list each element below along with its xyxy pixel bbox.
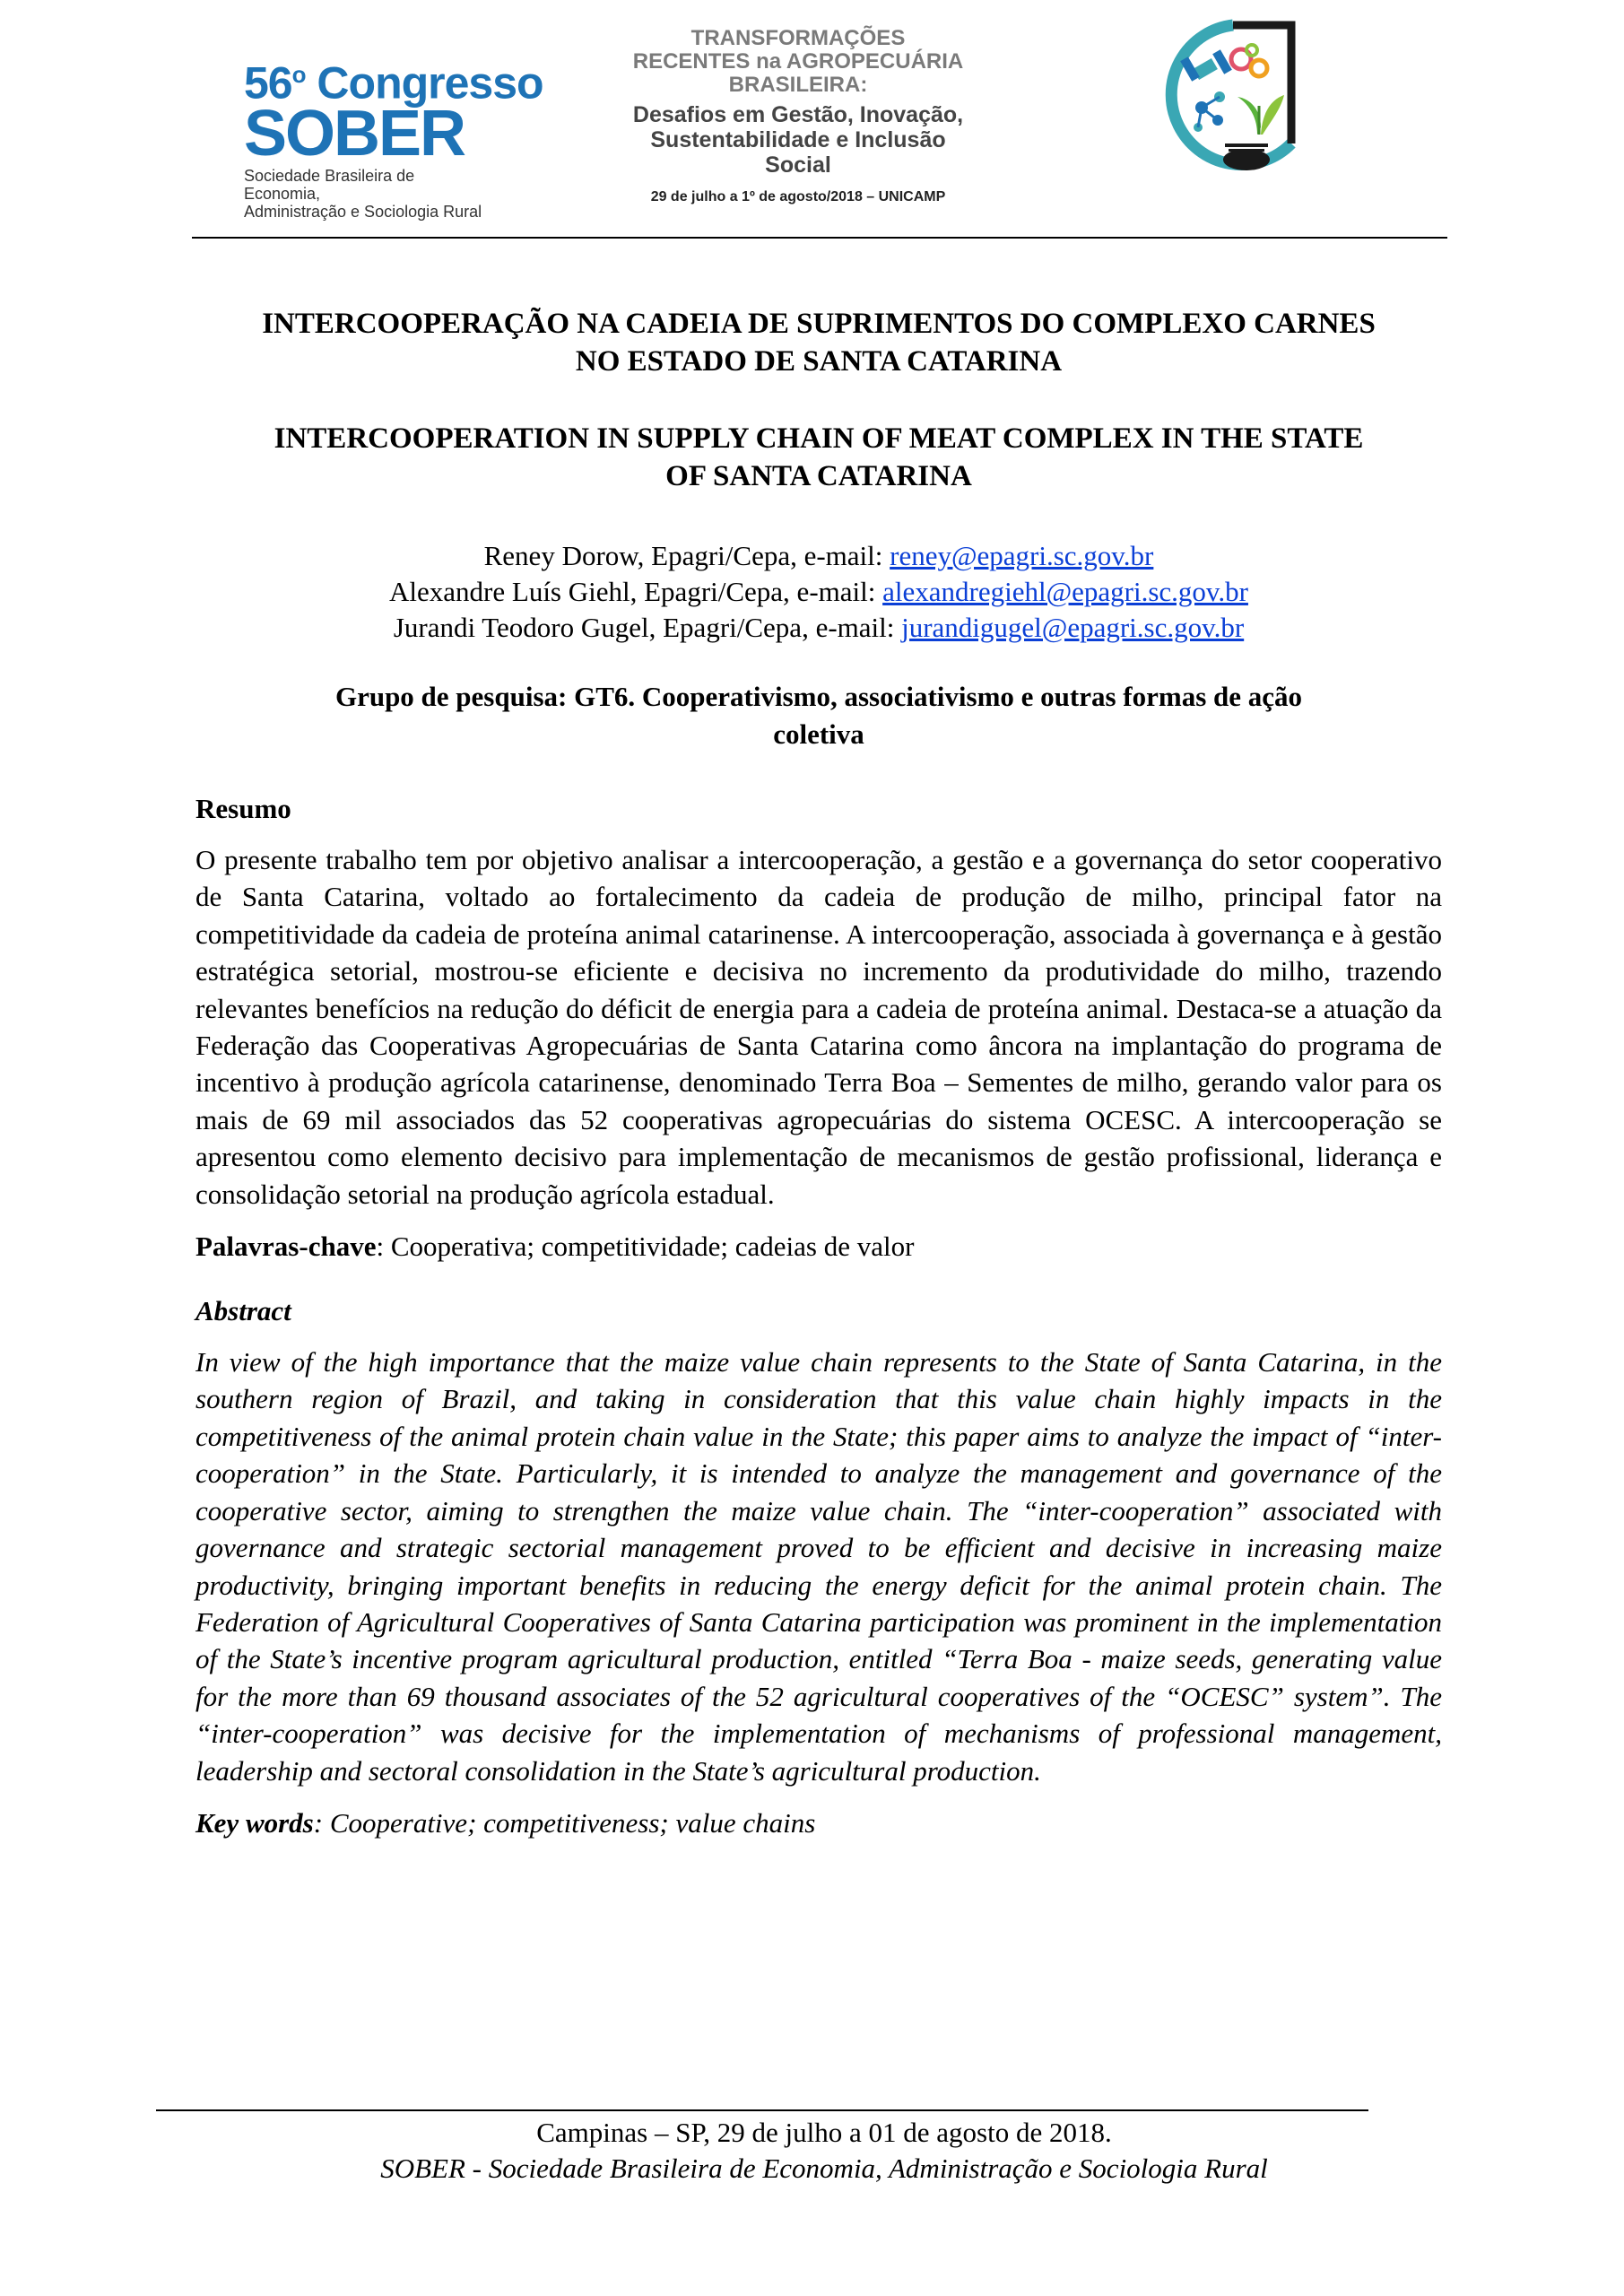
- page-footer: [156, 2115, 1492, 2187]
- author-line: Reney Dorow, Epagri/Cepa, e-mail: reney@epagri.sc.gov.br: [483, 540, 1154, 571]
- header-divider: [192, 237, 1447, 239]
- author-line: Alexandre Luís Giehl, Epagri/Cepa, e-mail: alexandregiehl@epagri.sc.gov.br: [389, 576, 1248, 607]
- logo-society-name: Sociedade Brasileira de Economia, Administração e Sociologia Rural: [244, 166, 482, 221]
- resumo-text: O presente trabalho tem por objetivo analisar a intercooperação, a gestão e a governança do setor cooperativo de Santa Catarina, voltado ao fortalecimento da cadeia de produção de milho, principal fator na competitividade da cadeia de proteína animal catarinense. A intercooperação, associada à governança e à gestão estratégica setorial, mostrou-se eficiente e decisiva no incremento da produtividade do milho, trazendo relevantes benefícios na redução do déficit de energia para a cadeia de proteína animal. Destaca-se a atuação da Federação das Cooperativas Agropecuárias de Santa Catarina como âncora na implantação do programa de incentivo à produção agrícola catarinense, denominado Terra Boa – Sementes de milho, gerando valor para os mais de 69 mil associados das 52 cooperativas agropecuárias do sistema OCESC. A intercooperação se apresentou como elemento decisivo para implementação de mecanismos de gestão profissional, liderança e consolidação setorial na produção agrícola estadual.: [195, 844, 1442, 1210]
- author-line: Jurandi Teodoro Gugel, Epagri/Cepa, e-mail: jurandigugel@epagri.sc.gov.br: [393, 612, 1245, 643]
- footer-divider: [156, 2109, 1368, 2111]
- abstract-text: In view of the high importance that the maize value chain represents to the State of Santa Catarina, in the southern region of Brazil, and taking in consideration that this value chain highly impacts in the competitiveness of the animal protein chain value in the State; this paper aims to analyze the impact of “inter-cooperation” in the State. Particularly, it is intended to analyze the management and governance of the cooperative sector, aiming to strengthen the maize value chain. The “inter-cooperation” associated with governance and strategic sectorial management proved to be efficient and decisive in increasing maize productivity, bringing important benefits in reducing the energy deficit for the animal protein chain. The Federation of Agricultural Cooperatives of Santa Catarina participation was prominent in the implementation of the State’s incentive program agricultural production, entitled “Terra Boa - maize seeds, generating value for the more than 69 thousand associates of the 52 agricultural cooperatives of the “OCESC” system”. The “inter-cooperation” was decisive for the implementation of mechanisms of professional management, leadership and sectoral consolidation in the State’s agricultural production.: [195, 1346, 1442, 1787]
- title-portuguese: INTERCOOPERAÇÃO NA CADEIA DE SUPRIMENTOS DO COMPLEXO CARNES NO ESTADO DE SANTA CATARINA: [262, 308, 1376, 378]
- resumo-heading: Resumo: [195, 793, 291, 824]
- author-email-link[interactable]: reney@epagri.sc.gov.br: [890, 540, 1154, 571]
- logo-sober-word: SOBER: [244, 97, 465, 170]
- author-email-link[interactable]: jurandigugel@epagri.sc.gov.br: [901, 612, 1245, 643]
- footer-location-date: Campinas – SP, 29 de julho a 01 de agosto de 2018.: [536, 2117, 1112, 2148]
- footer-society-name: SOBER - Sociedade Brasileira de Economia, Administração e Sociologia Rural: [380, 2152, 1268, 2184]
- research-group: Grupo de pesquisa: GT6. Cooperativismo, associativismo e outras formas de ação coletiva: [334, 681, 1303, 750]
- author-list: [195, 538, 1442, 646]
- title-english: INTERCOOPERATION IN SUPPLY CHAIN OF MEAT COMPLEX IN THE STATE OF SANTA CATARINA: [274, 422, 1364, 492]
- resumo-keywords: Palavras-chave: Cooperativa; competitividade; cadeias de valor: [195, 1231, 915, 1263]
- page-header: [0, 0, 1624, 242]
- sober-congress-emblem-icon: [1148, 9, 1318, 188]
- author-email-link[interactable]: alexandregiehl@epagri.sc.gov.br: [882, 576, 1248, 607]
- abstract-keywords: Key words: Cooperative; competitiveness; value chains: [195, 1806, 816, 1839]
- abstract-heading: Abstract: [195, 1295, 291, 1327]
- congress-theme-logo: TRANSFORMAÇÕES RECENTES na AGROPECUÁRIA BRASILEIRA: Desafios em Gestão, Inovação, Sustentabilidade e Inclusão Social 29 de julho a 1º de agosto/2018 – UNICAMP: [632, 26, 964, 204]
- paper-first-page: [195, 305, 1442, 1841]
- sober-logo: [244, 52, 543, 221]
- logo-congress-line: 56$^o$ Congresso: [244, 57, 543, 109]
